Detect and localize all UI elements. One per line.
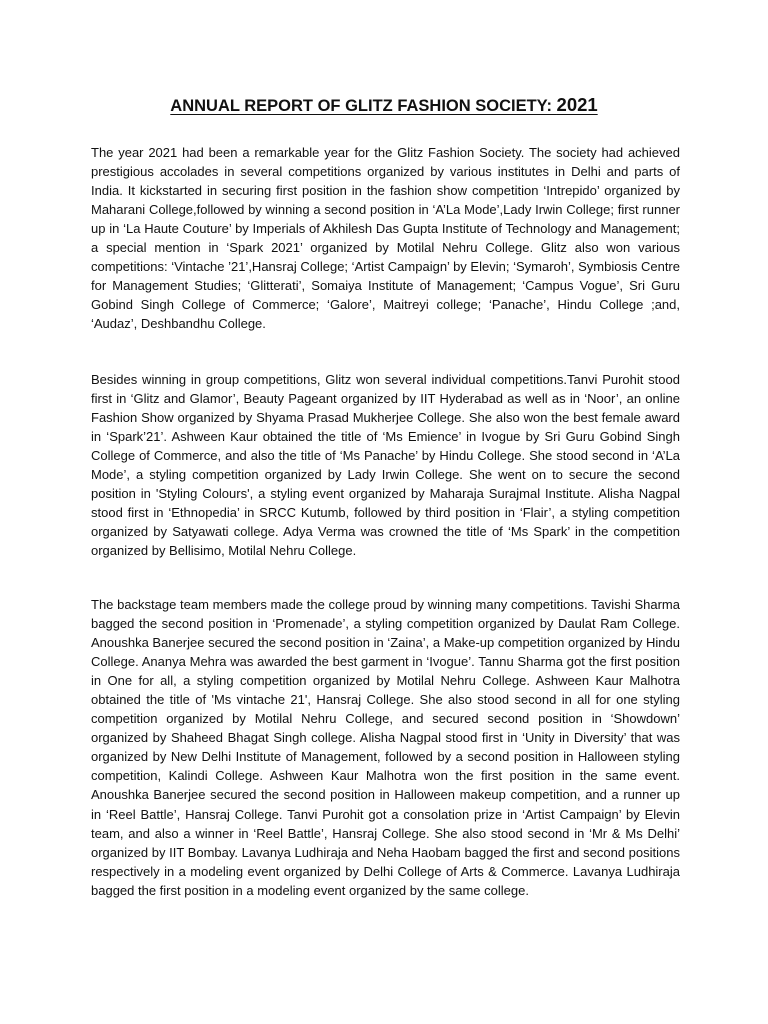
paragraph-backstage-team: The backstage team members made the college proud by winning many competitions. Tavishi Sharma bagged the second position in ‘Promenade’, a styling competition organized by Daulat Ram College. Anoushka Banerjee secured the second position in ‘Zaina’, a Make-up competition organized by Hindu College. Ananya Mehra was awarded the best garment in ‘Ivogue’. Tannu Sharma got the first position in One for all, a styling competition organized by Motilal Nehru College. Ashween Kaur Malhotra obtained the title of 'Ms vintache 21', Hansraj College. She also stood second in all for one styling competition organized by Motilal Nehru College, and secured second position in ‘Showdown’ organized by Shaheed Bhagat Singh college. Alisha Nagpal stood first in ‘Unity in Diversity’ that was organized by New Delhi Institute of Management, followed by a second position in Halloween styling competition, Kalindi College. Ashween Kaur Malhotra won the first position in the same event. Anoushka Banerjee secured the second position in Halloween makeup competition, and a runner up in ‘Reel Battle’, Hansraj College. Tanvi Purohit got a consolation prize in ‘Artist Campaign’ by Elevin team, and also a winner in ‘Reel Battle’, Hansraj College. She also stood second in ‘Mr & Ms Delhi’ organized by IIT Bombay. Lavanya Ludhiraja and Neha Haobam bagged the first and second positions respectively in a modeling event organized by Delhi College of Arts & Commerce. Lavanya Ludhiraja bagged the first position in a modeling event organized by the same college. xyxy=(91,597,680,898)
report-title-text: ANNUAL REPORT OF GLITZ FASHION SOCIETY: xyxy=(170,97,557,115)
report-title xyxy=(0,94,768,116)
paragraph-group-competitions: The year 2021 had been a remarkable year for the Glitz Fashion Society. The society had achieved prestigious accolades in several competitions organized by various institutes in Delhi and parts of India. It kickstarted in securing first position in the fashion show competition ‘Intrepido’ organized by Maharani College,followed by winning a second position in ‘A’La Mode’,Lady Irwin College; first runner up in ‘La Haute Couture’ by Imperials of Akhilesh Das Gupta Institute of Technology and Management; a special mention in ‘Spark 2021’ organized by Motilal Nehru College. Glitz also won various competitions: ‘Vintache ’21’,Hansraj College; ‘Artist Campaign’ by Elevin; ‘Symaroh’, Symbiosis Centre for Management Studies; ‘Glitterati’, Somaiya Institute of Management; ‘Campus Vogue’, Sri Guru Gobind Singh College of Commerce; ‘Galore’, Maitreyi college; ‘Panache’, Hindu College ;and, ‘Audaz’, Deshbandhu College. xyxy=(91,145,680,332)
paragraph-individual-competitions: Besides winning in group competitions, Glitz won several individual competitions.Tanvi Purohit stood first in ‘Glitz and Glamor’, Beauty Pageant organized by IIT Hyderabad as well as in ‘Noor’, an online Fashion Show organized by Shyama Prasad Mukherjee College. She also won the best female award in ‘Spark’21’. Ashween Kaur obtained the title of ‘Ms Emience’ in Ivogue by Sri Guru Gobind Singh College of Commerce, and also the title of ‘Ms Panache’ by Hindu College. She stood second in ‘A’La Mode’, a styling competition organized by Lady Irwin College. She went on to secure the second position in 'Styling Colours', a styling event organized by Maharaja Surajmal Institute. Alisha Nagpal stood first in ‘Ethnopedia’ in SRCC Kutumb, followed by third position in ‘Flair’, a styling competition organized by Satyawati college. Adya Verma was crowned the title of ‘Ms Spark’ in the competition organized by Bellisimo, Motilal Nehru College. xyxy=(91,372,680,559)
report-title-year: 2021 xyxy=(556,94,598,115)
